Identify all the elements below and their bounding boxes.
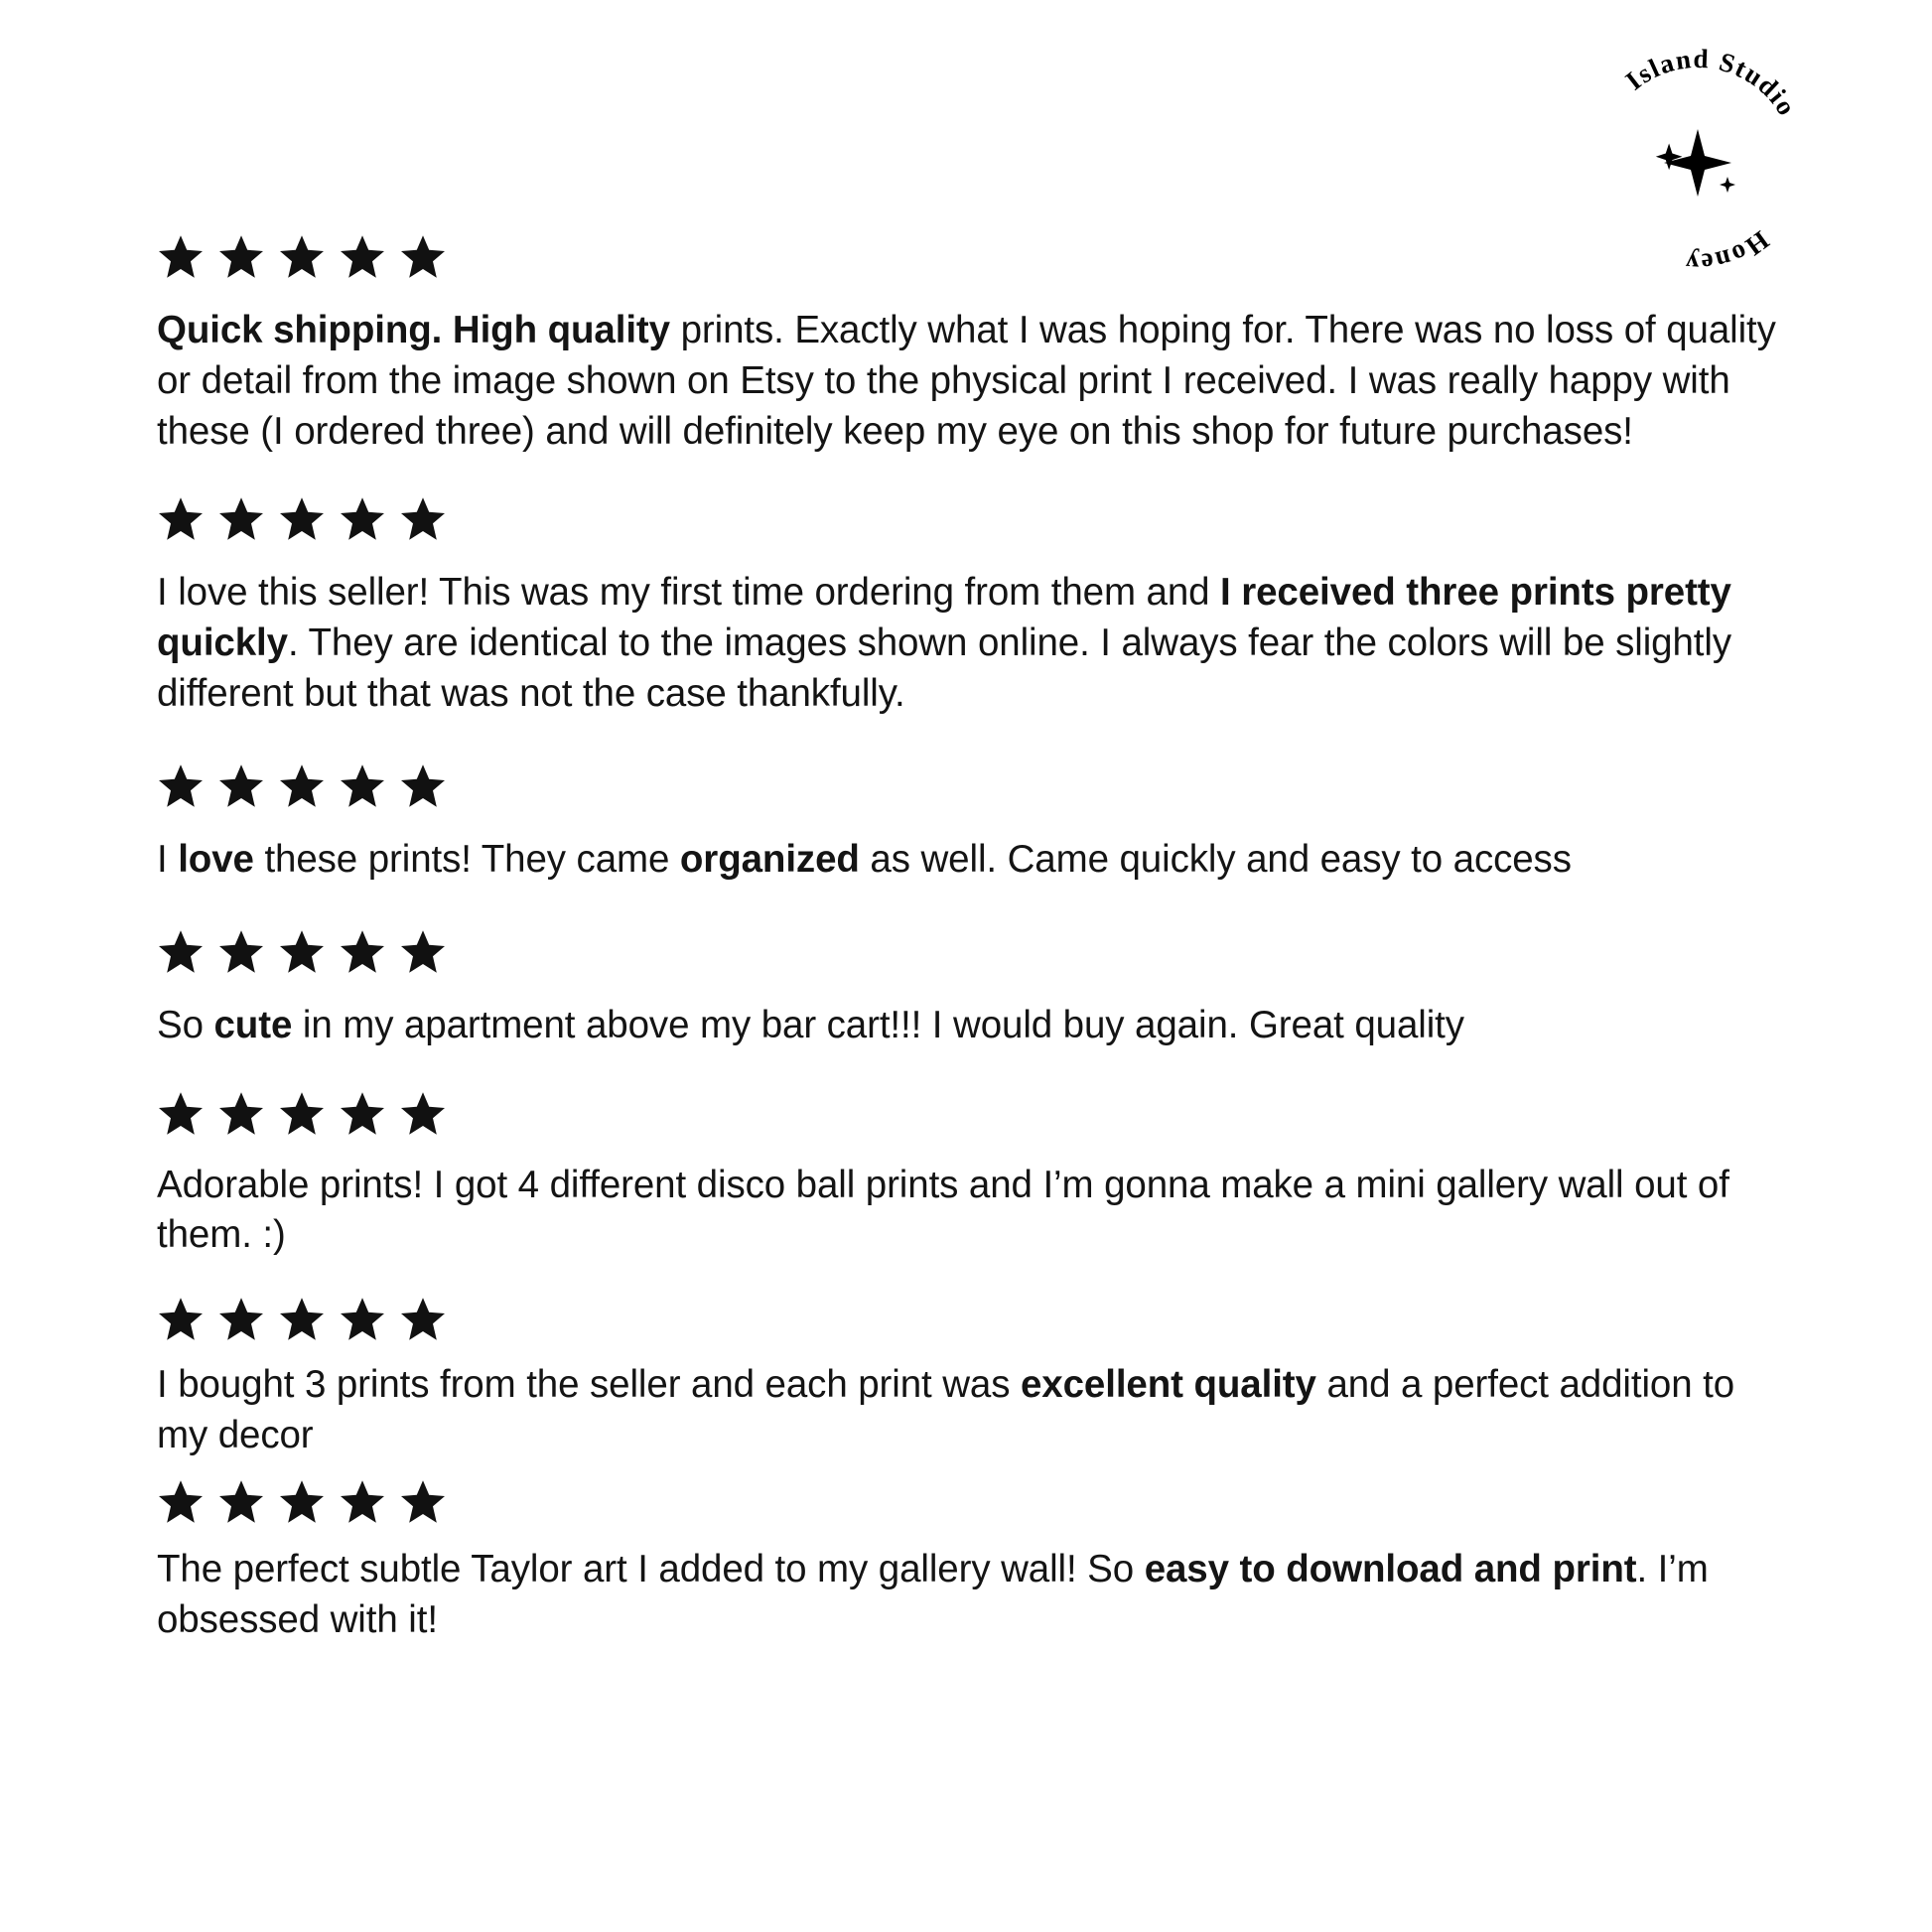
star-icon: [278, 496, 326, 542]
star-rating: [157, 929, 1805, 975]
review-item: [157, 1297, 1805, 1461]
sparkle-icon: [1656, 129, 1735, 197]
review-text-emphasis: Quick shipping. High quality: [157, 309, 670, 351]
star-icon: [339, 929, 386, 975]
review-text-span: . They are identical to the images shown online. I always fear the colors will be slightly different but that was not the case thankfully.: [157, 621, 1731, 716]
star-icon: [157, 496, 205, 542]
review-item: [157, 1091, 1805, 1262]
star-icon: [278, 234, 326, 280]
star-icon: [399, 234, 447, 280]
logo-arc-top-text: Island Studio: [1619, 44, 1803, 122]
review-text: [157, 1545, 1785, 1646]
star-icon: [339, 496, 386, 542]
review-item: [157, 763, 1805, 886]
logo-arc-bottom-text: Honey: [1683, 224, 1775, 279]
star-icon: [278, 1297, 326, 1342]
star-icon: [399, 1479, 447, 1525]
review-text-span: prints. Exactly what I was hoping for. There was no loss of quality or detail from the image shown on Etsy to the physical print I received. I was really happy with these (I ordered three) and will definitely keep my eye on this shop for future purchases!: [157, 309, 1776, 453]
star-icon: [157, 1091, 205, 1137]
review-text-emphasis: I received three prints pretty quickly: [157, 571, 1731, 665]
review-text: [157, 1001, 1785, 1051]
review-text-span: these prints! They came: [253, 837, 680, 881]
review-item: [157, 496, 1805, 719]
review-text-emphasis: cute: [213, 1003, 293, 1046]
star-icon: [399, 763, 447, 809]
star-icon: [399, 1091, 447, 1137]
star-icon: [217, 929, 265, 975]
star-icon: [399, 496, 447, 542]
star-icon: [278, 1091, 326, 1137]
star-rating: [157, 763, 1805, 809]
review-text-span: as well. Came quickly and easy to access: [859, 837, 1572, 881]
review-text-emphasis: love: [178, 837, 254, 881]
star-icon: [339, 1297, 386, 1342]
star-icon: [339, 763, 386, 809]
star-icon: [217, 1091, 265, 1137]
review-text: [157, 1161, 1785, 1262]
review-text-span: Adorable prints! I got 4 different disco ball prints and I’m gonna make a mini gallery wall out of them. :): [157, 1163, 1729, 1257]
review-text-span: . I’m obsessed with it!: [157, 1547, 1709, 1641]
review-text-span: So: [157, 1003, 214, 1046]
star-icon: [278, 929, 326, 975]
review-text: [157, 835, 1785, 886]
star-icon: [217, 496, 265, 542]
star-rating: [157, 496, 1805, 542]
star-icon: [217, 763, 265, 809]
review-text-emphasis: organized: [679, 837, 860, 881]
review-item: [157, 1479, 1805, 1646]
star-icon: [217, 1297, 265, 1342]
star-icon: [157, 234, 205, 280]
star-icon: [157, 1479, 205, 1525]
star-icon: [278, 1479, 326, 1525]
reviews-list: [157, 234, 1805, 1645]
star-icon: [278, 763, 326, 809]
star-icon: [157, 1297, 205, 1342]
star-icon: [339, 234, 386, 280]
review-text-emphasis: easy to download and print: [1144, 1547, 1637, 1590]
star-icon: [157, 929, 205, 975]
star-icon: [399, 929, 447, 975]
star-rating: [157, 234, 1805, 280]
review-item: [157, 234, 1805, 457]
review-text: [157, 1360, 1785, 1461]
star-rating: [157, 1297, 1805, 1342]
star-icon: [217, 234, 265, 280]
star-icon: [217, 1479, 265, 1525]
star-rating: [157, 1479, 1805, 1525]
star-icon: [399, 1297, 447, 1342]
review-text: [157, 568, 1785, 719]
review-text: [157, 306, 1785, 457]
star-rating: [157, 1091, 1805, 1137]
star-icon: [339, 1091, 386, 1137]
review-text-span: and a perfect addition to my decor: [157, 1363, 1735, 1456]
star-icon: [157, 763, 205, 809]
review-text-span: I love this seller! This was my first time ordering from them and: [157, 571, 1221, 615]
review-text-span: in my apartment above my bar cart!!! I would buy again. Great quality: [292, 1003, 1464, 1046]
star-icon: [339, 1479, 386, 1525]
review-text-emphasis: excellent quality: [1020, 1363, 1316, 1407]
review-text-span: I bought 3 prints from the seller and each print was: [157, 1363, 1021, 1407]
review-text-span: The perfect subtle Taylor art I added to my gallery wall! So: [157, 1547, 1145, 1590]
review-text-span: I: [157, 837, 179, 881]
review-item: [157, 929, 1805, 1051]
